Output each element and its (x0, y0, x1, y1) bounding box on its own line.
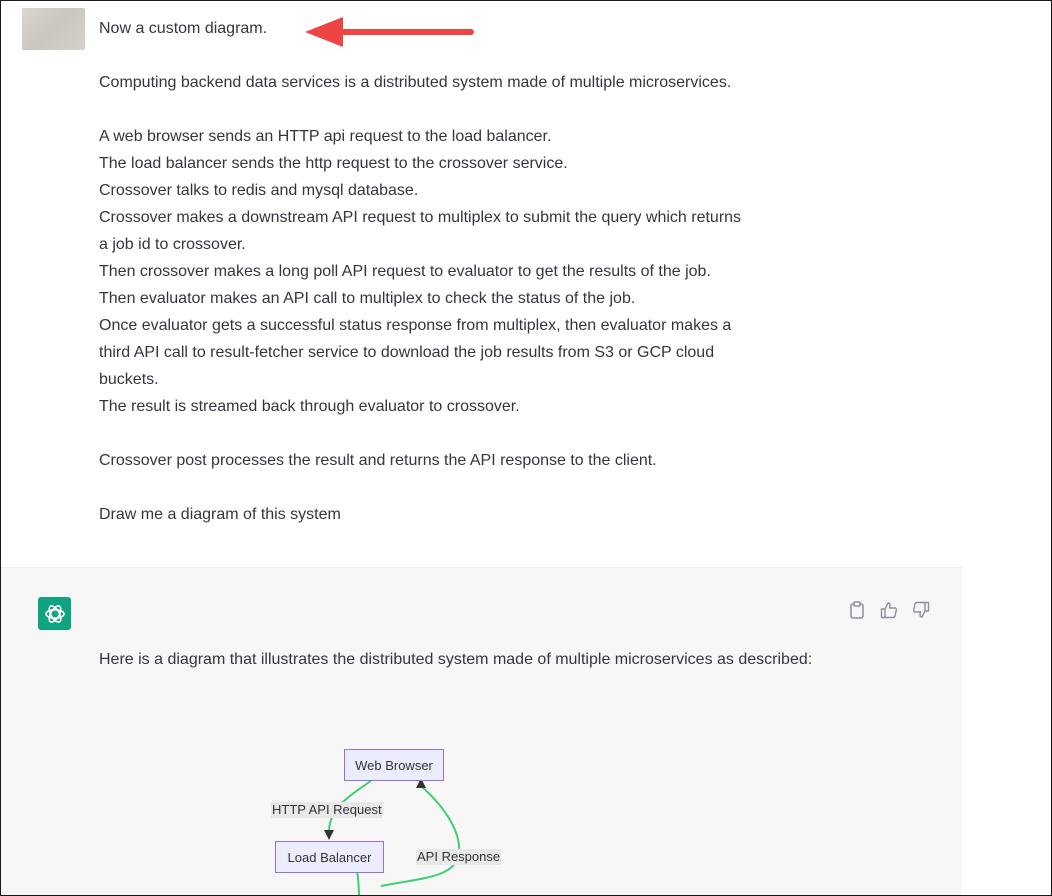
response-edge (381, 786, 459, 886)
assistant-intro-text: Here is a diagram that illustrates the distributed system made of multiple microservices as described: (99, 651, 813, 668)
thumbs-down-icon[interactable] (911, 600, 931, 620)
user-line: Draw me a diagram of this system (99, 506, 341, 523)
user-line: The load balancer sends the http request to the crossover service. (99, 155, 568, 172)
user-line: buckets. (99, 371, 159, 388)
user-line: A web browser sends an HTTP api request to the load balancer. (99, 128, 552, 145)
user-line: Once evaluator gets a successful status response from multiplex, then evaluator makes a (99, 317, 732, 334)
request-arrowhead (324, 830, 334, 840)
user-line: Crossover makes a downstream API request to multiplex to submit the query which returns (99, 209, 742, 226)
assistant-message (1, 567, 962, 896)
user-message (1, 1, 962, 567)
api-response-label: API Response (417, 849, 501, 864)
http-api-request-label: HTTP API Request (272, 802, 382, 817)
user-line: third API call to result-fetcher service to download the job results from S3 or GCP cloud (99, 344, 715, 361)
web-browser-node: Web Browser (344, 749, 444, 781)
user-line: The result is streamed back through evaluator to crossover. (99, 398, 520, 415)
system-diagram (1, 568, 962, 896)
user-line: Then crossover makes a long poll API request to evaluator to get the results of the job. (99, 263, 711, 280)
lb-downstream-edge (357, 870, 359, 896)
user-avatar (22, 8, 85, 50)
user-line: Crossover talks to redis and mysql database. (99, 182, 419, 199)
user-message-text (99, 15, 839, 528)
user-line: a job id to crossover. (99, 236, 246, 253)
user-line: Then evaluator makes an API call to multiplex to check the status of the job. (99, 290, 636, 307)
user-line: Crossover post processes the result and returns the API response to the client. (99, 452, 657, 469)
diagram-edges (1, 568, 962, 896)
clipboard-icon[interactable] (847, 600, 867, 620)
message-actions (847, 600, 931, 620)
load-balancer-node: Load Balancer (275, 841, 384, 873)
thumbs-up-icon[interactable] (879, 600, 899, 620)
user-line: Computing backend data services is a distributed system made of multiple microservices. (99, 74, 732, 91)
user-line: Now a custom diagram. (99, 20, 268, 37)
red-arrow-annotation (301, 15, 476, 51)
chatgpt-logo-icon (38, 597, 71, 630)
